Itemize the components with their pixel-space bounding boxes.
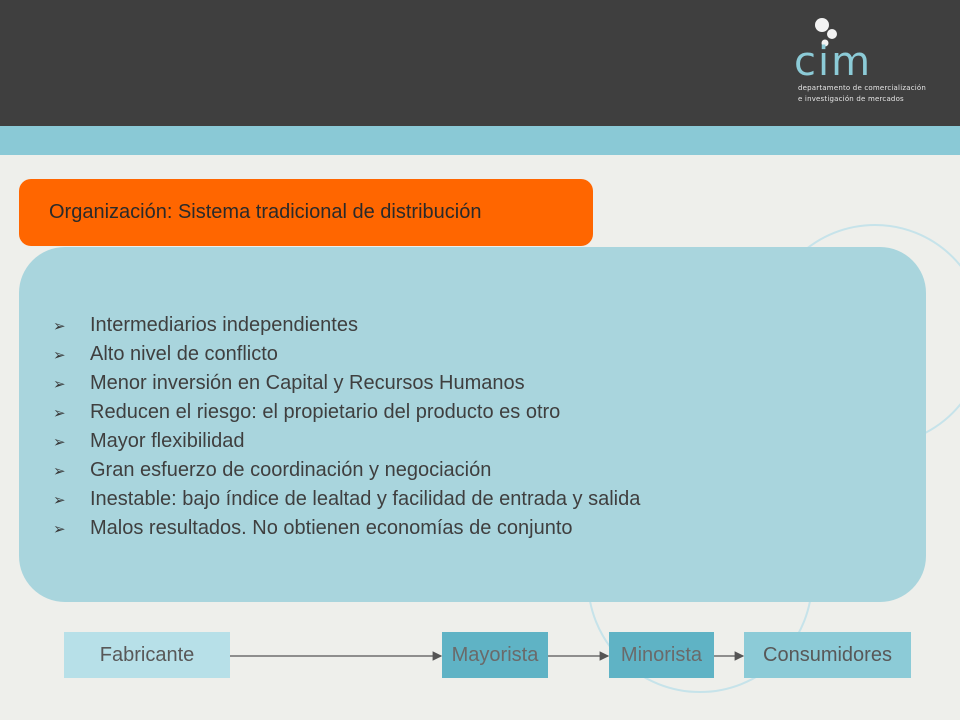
- logo-name: cim: [794, 39, 873, 85]
- logo-subtitle-line2: e investigación de mercados: [798, 95, 904, 103]
- arrowhead-bullet-icon: ➢: [53, 490, 66, 509]
- bullet-text: Intermediarios independientes: [90, 314, 358, 336]
- arrowhead-bullet-icon: ➢: [53, 316, 66, 335]
- bullet-text: Inestable: bajo índice de lealtad y facilidad de entrada y salida: [90, 488, 641, 510]
- bullet-text: Menor inversión en Capital y Recursos Humanos: [90, 372, 525, 394]
- slide-title: Organización: Sistema tradicional de distribución: [49, 201, 482, 223]
- arrowhead-bullet-icon: ➢: [53, 461, 66, 480]
- arrowhead-bullet-icon: ➢: [53, 432, 66, 451]
- arrowhead-bullet-icon: ➢: [53, 403, 66, 422]
- arrowhead-bullet-icon: ➢: [53, 345, 66, 364]
- flow-consumidores: Consumidores: [744, 632, 911, 678]
- logo-subtitle-line1: departamento de comercialización: [798, 84, 927, 92]
- flow-mayorista: Mayorista: [442, 632, 548, 678]
- bullet-text: Mayor flexibilidad: [90, 430, 245, 452]
- flow-fabricante: Fabricante: [64, 632, 230, 678]
- bullet-text: Malos resultados. No obtienen economías de conjunto: [90, 517, 573, 539]
- bullet-text: Alto nivel de conflicto: [90, 343, 278, 365]
- bullet-text: Gran esfuerzo de coordinación y negociación: [90, 459, 492, 481]
- arrowhead-bullet-icon: ➢: [53, 519, 66, 538]
- arrowhead-bullet-icon: ➢: [53, 374, 66, 393]
- flow-minorista: Minorista: [609, 632, 714, 678]
- bullet-text: Reducen el riesgo: el propietario del producto es otro: [90, 401, 561, 423]
